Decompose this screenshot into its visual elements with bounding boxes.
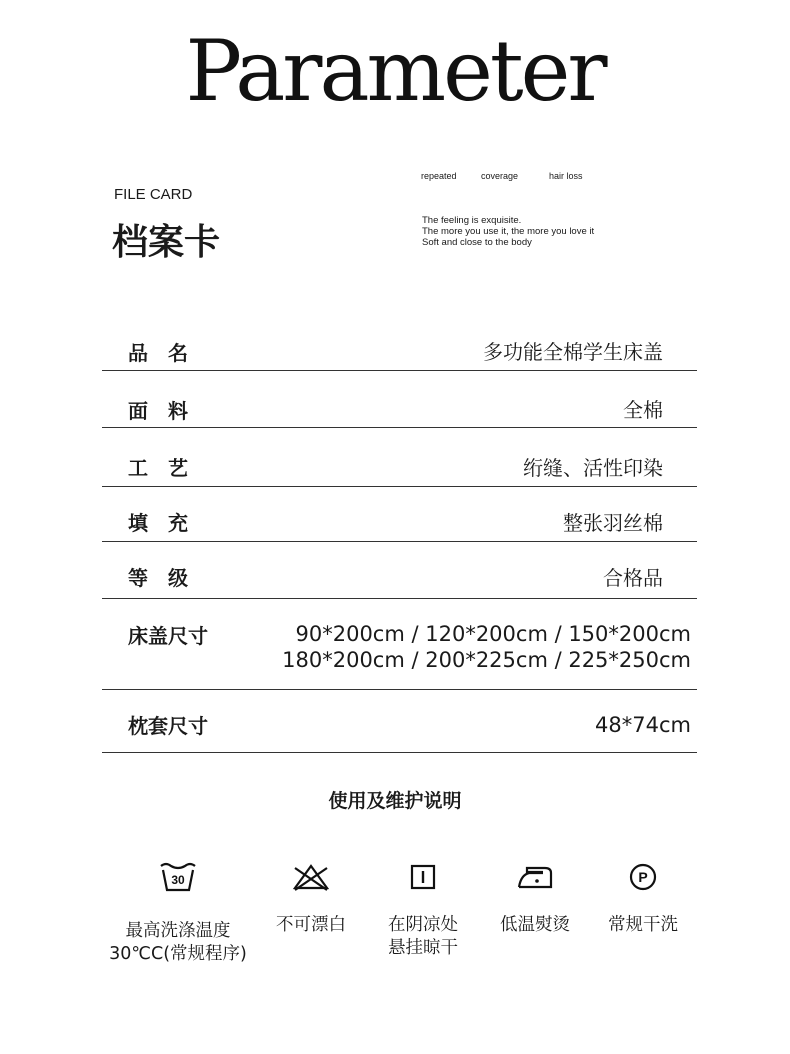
- tag-coverage: coverage: [481, 171, 519, 181]
- spec-value: 全棉: [623, 398, 663, 422]
- size-line: 90*200cm / 120*200cm / 150*200cm: [295, 622, 691, 646]
- file-card-en-heading: FILE CARD: [114, 186, 193, 203]
- desc-line: Soft and close to the body: [422, 237, 532, 248]
- spec-value-multiline: [282, 621, 691, 673]
- care-text: [573, 914, 713, 937]
- spec-label: 工 艺: [128, 456, 188, 480]
- spec-row-filling: [102, 487, 697, 542]
- line-dry-shade-icon: [403, 860, 443, 894]
- spec-row-cover-size: [102, 599, 697, 690]
- care-text-line: 低温熨烫: [500, 915, 570, 935]
- spec-value: 整张羽丝棉: [563, 511, 663, 535]
- spec-label: 填 充: [128, 511, 188, 535]
- page-title: Parameter: [185, 22, 605, 120]
- spec-label: 枕套尺寸: [128, 714, 208, 738]
- iron-low-icon: [515, 860, 555, 894]
- dry-clean-letter: P: [638, 869, 648, 885]
- spec-label: 等 级: [128, 566, 188, 590]
- care-text: [108, 920, 248, 966]
- care-text-line: 在阴凉处: [388, 915, 458, 935]
- spec-label: 品 名: [128, 341, 188, 365]
- spec-row-pillowcase-size: [102, 690, 697, 753]
- wash-30-icon: [158, 860, 198, 894]
- no-bleach-icon: [291, 860, 331, 894]
- spec-value: 合格品: [603, 566, 663, 590]
- spec-label: 面 料: [128, 399, 188, 423]
- spec-row-craft: [102, 428, 697, 487]
- care-text-line: 常规干洗: [608, 915, 678, 935]
- size-line: 180*200cm / 200*225cm / 225*250cm: [282, 648, 691, 672]
- spec-value: 绗缝、活性印染: [523, 456, 663, 480]
- spec-row-fabric: [102, 371, 697, 428]
- care-text-line: 30℃C(常规程序): [109, 944, 247, 964]
- care-text-line: 最高洗涤温度: [125, 921, 231, 941]
- spec-value: 多功能全棉学生床盖: [483, 340, 663, 364]
- feature-description: [422, 215, 594, 248]
- wash-temp-label: 30: [171, 873, 185, 887]
- spec-row-name: [102, 326, 697, 371]
- care-item-dry-clean: [573, 860, 713, 937]
- care-text-line: 不可漂白: [276, 915, 346, 935]
- spec-row-grade: [102, 542, 697, 599]
- tag-repeated: repeated: [421, 171, 457, 181]
- desc-line: The more you use it, the more you love it: [422, 226, 595, 237]
- desc-line: The feeling is exquisite.: [422, 215, 522, 226]
- file-card-cn-heading: 档案卡: [112, 222, 221, 263]
- care-item-wash: [108, 860, 248, 966]
- tag-hair-loss: hair loss: [549, 171, 583, 181]
- dry-clean-p-icon: [623, 860, 663, 894]
- spec-value: 48*74cm: [595, 713, 691, 737]
- feature-tags: [421, 171, 583, 181]
- spec-label: 床盖尺寸: [128, 624, 208, 648]
- care-title: 使用及维护说明: [328, 790, 462, 812]
- care-text-line: 悬挂晾干: [388, 938, 458, 958]
